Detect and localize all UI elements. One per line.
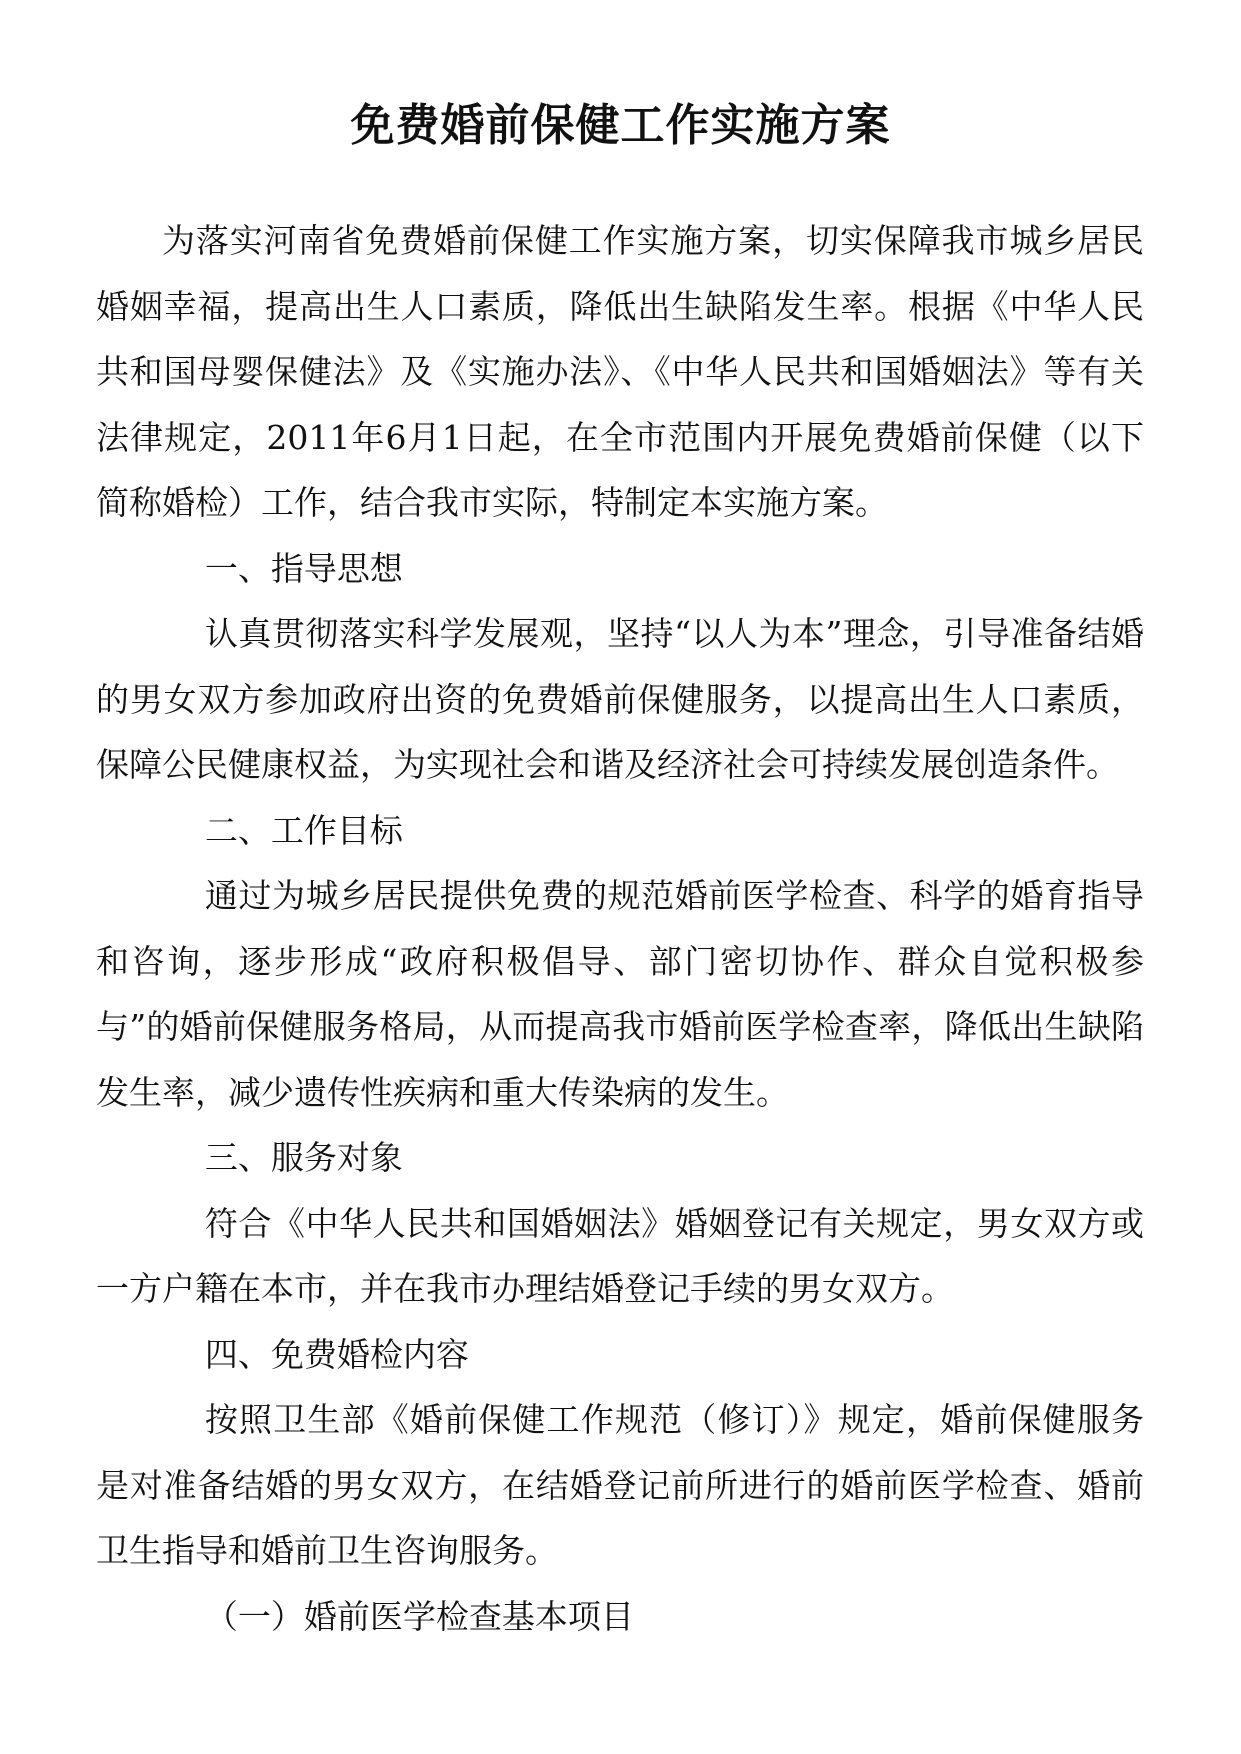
paragraph-guiding-ideology: 认真贯彻落实科学发展观，坚持“以人为本”理念，引导准备结婚的男女双方参加政府出资的免费婚前保健服务，以提高出生人口素质，保障公民健康权益，为实现社会和谐及经济社会可持续发展创造条件。 xyxy=(96,614,1144,784)
subsection-heading-basic-items: （一）婚前医学检查基本项目 xyxy=(204,1596,634,1636)
paragraph-service-targets: 符合《中华人民共和国婚姻法》婚姻登记有关规定，男女双方或一方户籍在本市，并在我市办理结婚登记手续的男女双方。 xyxy=(96,1203,1144,1308)
section-heading-checkup-content: 四、免费婚检内容 xyxy=(204,1334,469,1374)
document-title: 免费婚前保健工作实施方案 xyxy=(350,100,891,151)
paragraph-checkup-content: 按照卫生部《婚前保健工作规范（修订）》规定，婚前保健服务是对准备结婚的男女双方，在结婚登记前所进行的婚前医学检查、婚前卫生指导和婚前卫生咨询服务。 xyxy=(96,1400,1144,1570)
paragraph-work-goals: 通过为城乡居民提供免费的规范婚前医学检查、科学的婚育指导和咨询，逐步形成“政府积极倡导、部门密切协作、群众自觉积极参与”的婚前保健服务格局，从而提高我市婚前医学检查率，降低出生缺陷发生率，减少遗传性疾病和重大传染病的发生。 xyxy=(96,876,1144,1112)
section-heading-guiding-ideology: 一、指导思想 xyxy=(204,548,403,588)
section-heading-work-goals: 二、工作目标 xyxy=(204,810,403,850)
document-body xyxy=(96,208,1144,1649)
paragraph-intro: 为落实河南省免费婚前保健工作实施方案，切实保障我市城乡居民婚姻幸福，提高出生人口素质，降低出生缺陷发生率。根据《中华人民共和国母婴保健法》及《实施办法》、《中华人民共和国婚姻法》等有关法律规定，2011年6月1日起，在全市范围内开展免费婚前保健（以下简称婚检）工作，结合我市实际，特制定本实施方案。 xyxy=(96,221,1144,522)
section-heading-service-targets: 三、服务对象 xyxy=(204,1138,403,1177)
